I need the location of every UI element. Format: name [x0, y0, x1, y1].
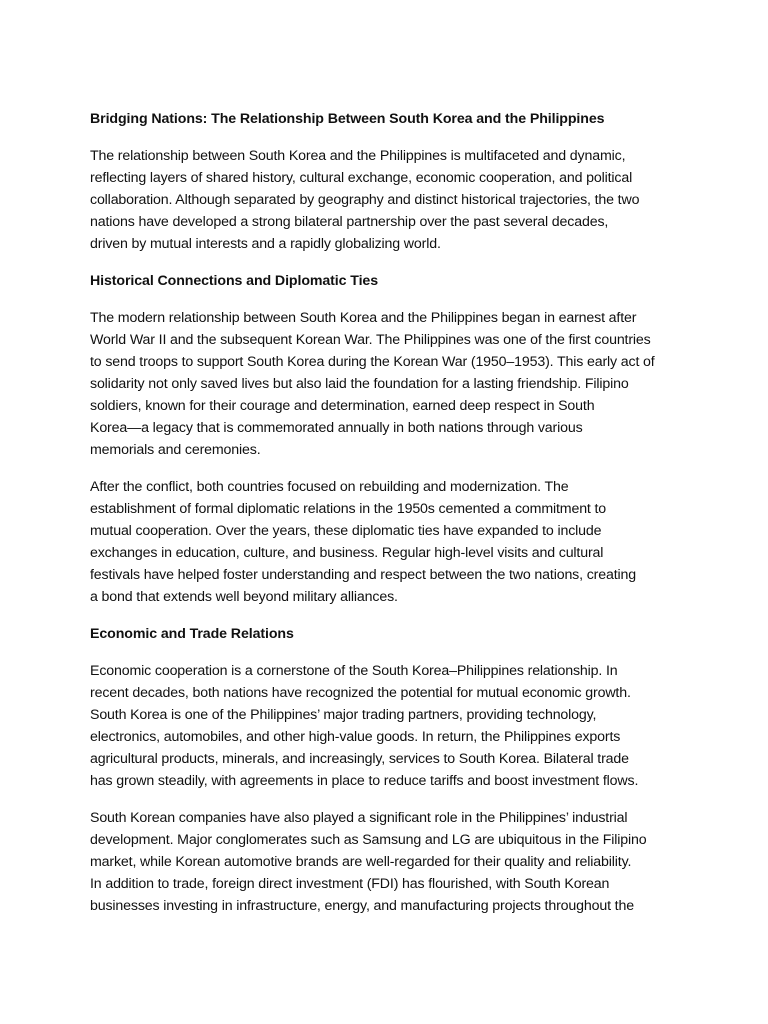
text-line: market, while Korean automotive brands are well-regarded for their quality and reliability.	[90, 854, 632, 870]
text-line: exchanges in education, culture, and business. Regular high-level visits and cultural	[90, 545, 604, 561]
text-line: The modern relationship between South Korea and the Philippines began in earnest after	[90, 310, 637, 326]
text-line: to send troops to support South Korea during the Korean War (1950–1953). This early act of	[90, 354, 655, 370]
intro-paragraph	[90, 145, 682, 255]
text-line: has grown steadily, with agreements in place to reduce tariffs and boost investment flows.	[90, 773, 639, 789]
economic-paragraph-1	[90, 660, 682, 792]
text-line: memorials and ceremonies.	[90, 442, 261, 458]
section-heading-economic: Economic and Trade Relations	[90, 626, 294, 642]
text-line: In addition to trade, foreign direct investment (FDI) has flourished, with South Korean	[90, 876, 610, 892]
text-line: After the conflict, both countries focused on rebuilding and modernization. The	[90, 479, 569, 495]
text-line: collaboration. Although separated by geography and distinct historical trajectories, the two	[90, 192, 640, 208]
text-line: agricultural products, minerals, and increasingly, services to South Korea. Bilateral trade	[90, 751, 629, 767]
text-line: recent decades, both nations have recognized the potential for mutual economic growth.	[90, 685, 631, 701]
document-page	[90, 108, 682, 932]
section-heading-historical: Historical Connections and Diplomatic Ties	[90, 273, 379, 289]
text-line: development. Major conglomerates such as Samsung and LG are ubiquitous in the Filipino	[90, 832, 647, 848]
text-line: electronics, automobiles, and other high-value goods. In return, the Philippines exports	[90, 729, 621, 745]
text-line: festivals have helped foster understanding and respect between the two nations, creating	[90, 567, 636, 583]
text-line: soldiers, known for their courage and determination, earned deep respect in South	[90, 398, 595, 414]
document-title: Bridging Nations: The Relationship Between South Korea and the Philippines	[90, 111, 605, 127]
text-line: Economic cooperation is a cornerstone of the South Korea–Philippines relationship. In	[90, 663, 618, 679]
text-line: World War II and the subsequent Korean War. The Philippines was one of the first countries	[90, 332, 651, 348]
text-line: mutual cooperation. Over the years, these diplomatic ties have expanded to include	[90, 523, 602, 539]
economic-paragraph-2	[90, 807, 682, 917]
text-line: Korea—a legacy that is commemorated annually in both nations through various	[90, 420, 583, 436]
text-line: businesses investing in infrastructure, energy, and manufacturing projects throughout the	[90, 898, 634, 914]
text-line: South Korea is one of the Philippines’ major trading partners, providing technology,	[90, 707, 597, 723]
text-line: South Korean companies have also played a significant role in the Philippines’ industrial	[90, 810, 628, 826]
historical-paragraph-2	[90, 476, 682, 608]
historical-paragraph-1	[90, 307, 682, 461]
text-line: a bond that extends well beyond military alliances.	[90, 589, 398, 605]
text-line: reflecting layers of shared history, cultural exchange, economic cooperation, and political	[90, 170, 633, 186]
text-line: The relationship between South Korea and the Philippines is multifaceted and dynamic,	[90, 148, 626, 164]
text-line: establishment of formal diplomatic relations in the 1950s cemented a commitment to	[90, 501, 607, 517]
text-line: nations have developed a strong bilateral partnership over the past several decades,	[90, 214, 609, 230]
text-line: solidarity not only saved lives but also laid the foundation for a lasting friendship. Filipino	[90, 376, 629, 392]
text-line: driven by mutual interests and a rapidly globalizing world.	[90, 236, 441, 252]
